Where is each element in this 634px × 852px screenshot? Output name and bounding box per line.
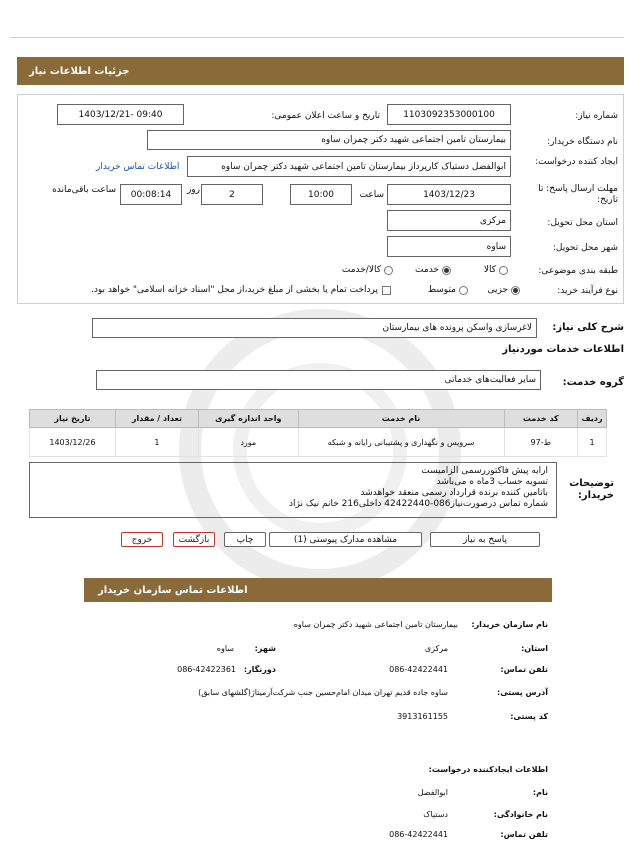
category-option-service: خدمت — [415, 265, 439, 275]
back-button[interactable]: بازگشت — [173, 532, 215, 547]
category-option-goods: کالا — [483, 265, 496, 275]
cell-name: سرویس و نگهداری و پشتیبانی رایانه و شبکه — [298, 428, 504, 457]
cell-code: ط-97 — [504, 428, 578, 457]
contact-org-value: بیمارستان تامین اجتماعی شهید دکتر چمران ساوه — [293, 620, 458, 629]
deadline-label: مهلت ارسال پاسخ: تا تاریخ: — [538, 184, 618, 205]
city-field: ساوه — [387, 236, 511, 257]
col-code-header: کد خدمت — [504, 410, 578, 428]
services-table — [29, 409, 607, 457]
note-line: ارایه پیش فاکتوررسمی الزامیست — [421, 466, 548, 476]
need-number-label: شماره نیاز: — [575, 111, 618, 121]
category-option-goods-service: کالا/خدمت — [341, 265, 381, 275]
contact-province-value: مرکزی — [424, 644, 448, 653]
contact-postal-label: کد پستی: — [510, 712, 548, 721]
remaining-time-field: 00:08:14 — [120, 184, 182, 205]
contact-address-label: آدرس پستی: — [497, 688, 548, 697]
province-label: استان محل تحویل: — [547, 218, 618, 228]
col-name-header: نام خدمت — [298, 410, 504, 428]
col-row-header: ردیف — [578, 410, 607, 428]
cell-qty: 1 — [115, 428, 198, 457]
creator-field: ابوالفضل دستیاک کارپرداز بیمارستان تامین اجتماعی شهید دکتر چمران ساوه — [187, 156, 511, 177]
contact-header — [84, 578, 552, 602]
top-divider — [10, 37, 624, 38]
exit-button[interactable]: خروج — [121, 532, 163, 547]
purchase-type-label: نوع فرآیند خرید: — [557, 286, 618, 296]
purchase-radio-minor[interactable] — [511, 286, 520, 295]
summary-field: لاغرسازی واسکن پرونده های بیمارستان — [92, 318, 537, 338]
page-header — [17, 57, 624, 85]
city-label: شهر محل تحویل: — [552, 243, 618, 253]
treasury-payment-checkbox[interactable] — [382, 286, 391, 295]
contact-postal-value: 3913161155 — [397, 712, 448, 721]
need-number-field: 1103092353000100 — [387, 104, 511, 125]
summary-label: شرح کلی نیاز: — [552, 322, 624, 333]
creator-phone-value: 086-42422441 — [389, 830, 448, 839]
cell-date: 1403/12/26 — [30, 428, 116, 457]
service-group-field: سایر فعالیت‌های خدماتی — [96, 370, 541, 390]
buyer-notes-label: توضیحات خریدار: — [569, 478, 614, 501]
contact-org-label: نام سازمان خریدار: — [471, 620, 548, 629]
contact-fax-value: 086-42422361 — [177, 665, 236, 674]
days-left-field: 2 — [201, 184, 263, 205]
treasury-payment-note: پرداخت تمام یا بخشی از مبلغ خرید،از محل "اسناد خزانه اسلامی" خواهد بود. — [90, 285, 378, 295]
purchase-option-minor: جزیی — [487, 285, 508, 295]
contact-city-value: ساوه — [216, 644, 234, 653]
deadline-date-field: 1403/12/23 — [387, 184, 511, 205]
reply-button[interactable]: پاسخ به نیاز — [430, 532, 540, 547]
contact-city-label: شهر: — [254, 644, 276, 653]
creator-name-value: ابوالفضل — [417, 788, 448, 797]
note-line: شماره تماس درصورت‌نیاز086-42422440 داخلی216 خانم نیک نژاد — [289, 499, 548, 509]
col-date-header: تاریخ نیاز — [30, 410, 116, 428]
contact-address-value: ساوه جاده قدیم تهران میدان امام‌حسین جنب شرکت‌آرمیتاژ(گلشهای سابق) — [198, 688, 448, 697]
cell-unit: مورد — [199, 428, 299, 457]
contact-fax-label: دورنگار: — [243, 665, 276, 674]
day-label: روز — [186, 185, 200, 195]
announce-datetime-field: 1403/12/21- 09:40 — [57, 104, 184, 125]
creator-label: ایجاد کننده درخواست: — [535, 157, 618, 167]
contact-phone-label: تلفن تماس: — [500, 665, 548, 674]
buyer-notes-box — [29, 462, 557, 518]
table-row — [30, 428, 607, 457]
remaining-time-label: ساعت باقی‌مانده — [52, 185, 116, 195]
buyer-contact-link[interactable]: اطلاعات تماس خریدار — [96, 162, 180, 172]
creator-phone-label: تلفن تماس: — [500, 830, 548, 839]
note-line: باتامین کننده برنده قرارداد رسمی منعقد خواهدشد — [360, 488, 548, 498]
service-group-label: گروه خدمت: — [562, 377, 624, 388]
creator-info-title: اطلاعات ایجادکننده درخواست: — [428, 765, 548, 774]
category-radio-service[interactable] — [442, 266, 451, 275]
purchase-radio-medium[interactable] — [459, 286, 468, 295]
category-label: طبقه بندی موضوعی: — [538, 266, 618, 276]
col-unit-header: واحد اندازه گیری — [199, 410, 299, 428]
purchase-option-medium: متوسط — [427, 285, 456, 295]
page-title: جزئیات اطلاعات نیاز — [29, 65, 130, 77]
contact-phone-value: 086-42422441 — [389, 665, 448, 674]
category-radio-goods[interactable] — [499, 266, 508, 275]
creator-family-value: دستیاک — [423, 810, 448, 819]
buyer-org-field: بیمارستان تامین اجتماعی شهید دکتر چمران ساوه — [147, 130, 511, 150]
table-header-row — [30, 410, 607, 428]
buyer-org-label: نام دستگاه خریدار: — [547, 137, 618, 147]
print-button[interactable]: چاپ — [224, 532, 266, 547]
province-field: مرکزی — [387, 210, 511, 231]
category-radio-goods-service[interactable] — [384, 266, 393, 275]
note-line: تسویه حساب 3ماه ه می‌باشد — [436, 477, 548, 487]
contact-title: اطلاعات تماس سازمان خریدار — [98, 584, 248, 596]
creator-family-label: نام خانوادگی: — [493, 810, 548, 819]
cell-row: 1 — [578, 428, 607, 457]
deadline-time-label: ساعت — [359, 190, 384, 200]
contact-province-label: استان: — [521, 644, 548, 653]
announce-datetime-label: تاریخ و ساعت اعلان عمومی: — [271, 111, 380, 121]
attachments-button[interactable]: مشاهده مدارک پیوستی (1) — [269, 532, 422, 547]
deadline-time-field: 10:00 — [290, 184, 352, 205]
creator-name-label: نام: — [532, 788, 548, 797]
services-title: اطلاعات خدمات موردنیاز — [502, 344, 624, 355]
col-qty-header: تعداد / مقدار — [115, 410, 198, 428]
